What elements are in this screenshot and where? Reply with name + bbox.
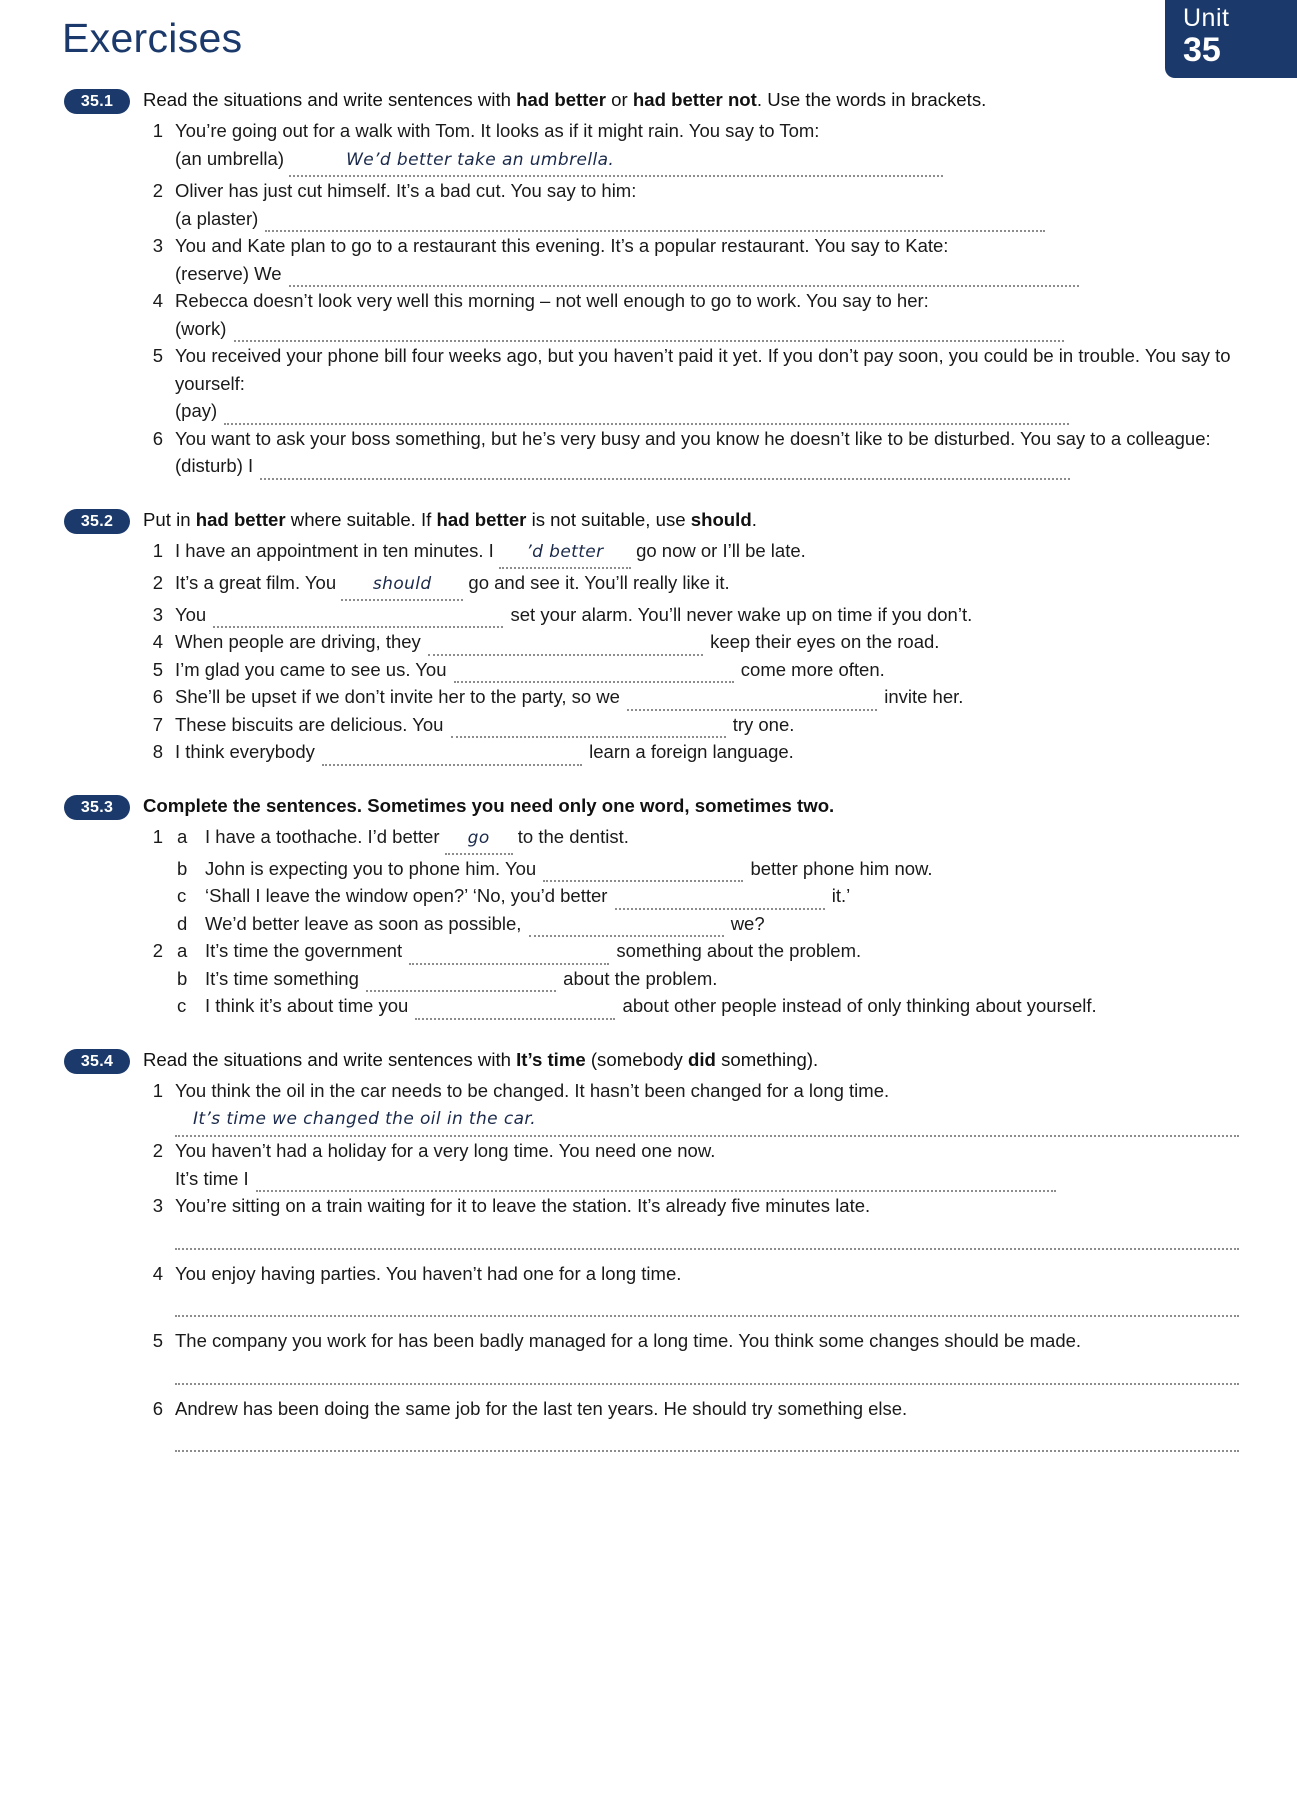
item-number: 1 — [152, 120, 163, 141]
sub-item-letter: a — [177, 825, 188, 847]
list-item — [143, 937, 1239, 1020]
item-text-after: try one. — [732, 713, 795, 735]
item-text-before: It’s a great film. You — [175, 571, 337, 593]
item-text-before: I have an appointment in ten minutes. I — [175, 539, 494, 561]
exercises-container — [0, 86, 1297, 1462]
item-number: 2 — [152, 940, 163, 961]
item-text: You’re sitting on a train waiting for it to leave the station. It’s already five minutes late. — [175, 1195, 871, 1216]
item-number: 2 — [152, 1140, 163, 1161]
list-item — [143, 1260, 1239, 1318]
answer-input[interactable] — [454, 664, 734, 683]
item-text-before: I think it’s about time you — [205, 995, 409, 1016]
list-item — [143, 117, 1239, 177]
item-text-after: keep their eyes on the road. — [710, 631, 940, 652]
answer-input[interactable] — [175, 1430, 1239, 1452]
exercise-instruction: Read the situations and write sentences with had better or had better not. Use the words in brackets. — [143, 89, 987, 110]
sub-item-letter: b — [177, 967, 188, 989]
item-text: You received your phone bill four weeks ago, but you haven’t paid it yet. If you don’t pay soon, you could be in trouble. You say to yourself: — [175, 345, 1231, 394]
sub-item — [175, 992, 1239, 1020]
list-item — [143, 1192, 1239, 1250]
sub-item — [175, 855, 1239, 883]
item-number: 5 — [152, 345, 163, 366]
item-number: 5 — [152, 1330, 163, 1351]
list-item — [143, 738, 1239, 766]
item-text: You and Kate plan to go to a restaurant this evening. It’s a popular restaurant. You say to Kate: — [175, 235, 949, 256]
unit-tab-label: Unit — [1183, 4, 1230, 32]
answer-input[interactable] — [366, 973, 556, 992]
answer-input[interactable] — [213, 609, 503, 628]
list-item — [143, 425, 1239, 480]
item-text-after: it.’ — [831, 885, 851, 906]
item-text: You enjoy having parties. You haven’t had one for a long time. — [175, 1262, 682, 1284]
answer-input[interactable]: It’s time we changed the oil in the car. — [193, 1109, 537, 1129]
list-item — [143, 287, 1239, 342]
item-text: Rebecca doesn’t look very well this morning – not well enough to go to work. You say to her: — [175, 290, 929, 311]
sub-item-letter: c — [177, 885, 187, 906]
item-text: You think the oil in the car needs to be changed. It hasn’t been changed for a long time. — [175, 1079, 890, 1101]
exercise-35-1 — [0, 86, 1297, 480]
list-item — [143, 628, 1239, 656]
exercise-number-badge: 35.1 — [64, 89, 130, 114]
answer-input[interactable] — [175, 1363, 1239, 1385]
item-text: You’re going out for a walk with Tom. It looks as if it might rain. You say to Tom: — [175, 120, 820, 141]
list-item — [143, 232, 1239, 287]
item-text: The company you work for has been badly managed for a long time. You think some changes should be made. — [175, 1330, 1082, 1351]
item-text: Andrew has been doing the same job for the last ten years. He should try something else. — [175, 1397, 908, 1419]
answer-input[interactable] — [409, 946, 609, 965]
exercise-35-3 — [0, 792, 1297, 1020]
exercise-item-list — [143, 823, 1239, 1020]
item-bracket: (a plaster) — [175, 207, 259, 229]
sub-item-letter: b — [177, 857, 188, 879]
item-text-before: We’d better leave as soon as possible, — [205, 912, 522, 934]
sub-item — [175, 965, 1239, 993]
page-title: Exercises — [62, 15, 243, 61]
item-text: You haven’t had a holiday for a very long time. You need one now. — [175, 1140, 716, 1161]
sub-item — [175, 910, 1239, 938]
sub-item-list — [175, 823, 1239, 938]
item-text-before: These biscuits are delicious. You — [175, 713, 444, 735]
item-answer-row — [175, 205, 1239, 233]
item-bracket: (reserve) — [175, 262, 250, 284]
item-text-after: about the problem. — [563, 967, 718, 989]
exercise-item-list — [143, 537, 1239, 766]
list-item — [143, 1137, 1239, 1192]
item-number: 4 — [152, 290, 163, 311]
item-bracket: (work) — [175, 317, 227, 339]
item-number: 6 — [152, 686, 163, 707]
item-number: 7 — [152, 713, 163, 735]
exercise-instruction: Complete the sentences. Sometimes you need only one word, sometimes two. — [143, 794, 835, 816]
answer-input[interactable] — [234, 323, 1064, 342]
item-text-after: go and see it. You’ll really like it. — [468, 571, 730, 593]
item-text: Oliver has just cut himself. It’s a bad cut. You say to him: — [175, 180, 637, 201]
answer-input[interactable] — [415, 1001, 615, 1020]
exercise-35-2 — [0, 506, 1297, 766]
list-item — [143, 1395, 1239, 1453]
sub-item-letter: d — [177, 912, 188, 934]
exercise-item-list — [143, 117, 1239, 480]
item-bracket: (an umbrella) — [175, 147, 284, 169]
exercise-instruction: Read the situations and write sentences with It’s time (somebody did something). — [143, 1048, 819, 1070]
item-text-after: go now or I’ll be late. — [636, 539, 806, 561]
item-text-before: John is expecting you to phone him. You — [205, 857, 537, 879]
answer-input[interactable]: We’d better take an umbrella. — [289, 147, 671, 178]
item-text-before: It’s time something — [205, 967, 359, 989]
item-text-after: we? — [730, 912, 765, 934]
sub-item — [175, 937, 1239, 965]
item-number: 4 — [152, 631, 163, 652]
list-item — [143, 342, 1239, 425]
item-number: 1 — [152, 1079, 163, 1101]
list-item — [143, 683, 1239, 711]
unit-tab — [1165, 0, 1297, 78]
answer-input[interactable] — [451, 719, 726, 738]
item-number: 8 — [152, 741, 163, 762]
item-number: 3 — [152, 235, 163, 256]
exercise-instruction: Put in had better where suitable. If had better is not suitable, use should. — [143, 508, 757, 530]
sub-item-letter: a — [177, 940, 188, 961]
item-text-before: I think everybody — [175, 741, 315, 762]
item-text-before: ‘Shall I leave the window open?’ ‘No, you’d better — [205, 885, 608, 906]
item-number: 3 — [152, 603, 163, 625]
answer-input[interactable]: go — [445, 825, 513, 855]
answer-input[interactable] — [428, 637, 703, 656]
exercise-item-list — [143, 1077, 1239, 1453]
item-text-before: I’m glad you came to see us. You — [175, 658, 447, 680]
sub-item — [175, 882, 1239, 910]
item-number: 6 — [152, 1397, 163, 1419]
item-text-before: She’ll be upset if we don’t invite her to the party, so we — [175, 686, 620, 707]
item-text-before: You — [175, 603, 207, 625]
item-text-after: something about the problem. — [616, 940, 862, 961]
answer-input[interactable] — [615, 891, 825, 910]
item-number: 6 — [152, 427, 163, 449]
item-prefix: We — [254, 262, 282, 284]
list-item — [143, 656, 1239, 684]
item-number: 4 — [152, 1262, 163, 1284]
exercise-number-badge: 35.4 — [64, 1049, 130, 1074]
sub-item-list — [175, 937, 1239, 1020]
item-number: 2 — [152, 180, 163, 201]
exercise-number-badge: 35.2 — [64, 509, 130, 534]
answer-input[interactable] — [289, 268, 1079, 287]
item-answer-row — [175, 315, 1239, 343]
item-answer-row — [175, 1165, 1239, 1193]
list-item — [143, 177, 1239, 232]
list-item — [143, 601, 1239, 629]
item-number: 1 — [152, 539, 163, 561]
item-text-after: set your alarm. You’ll never wake up on time if you don’t. — [510, 603, 973, 625]
answer-input[interactable]: ’d better — [499, 539, 631, 569]
answer-input[interactable] — [265, 213, 1045, 232]
item-number: 2 — [152, 571, 163, 593]
list-item — [143, 1077, 1239, 1138]
item-prefix: It’s time I — [175, 1167, 249, 1189]
exercise-number-badge: 35.3 — [64, 795, 130, 820]
item-number: 1 — [152, 825, 163, 847]
answer-input[interactable] — [256, 1173, 1056, 1192]
answer-input[interactable]: should — [341, 571, 463, 601]
answer-input[interactable] — [543, 863, 743, 882]
sub-item — [175, 823, 1239, 855]
item-text-after: invite her. — [884, 686, 964, 707]
item-text: You want to ask your boss something, but he’s very busy and you know he doesn’t like to be disturbed. You say to a colleague: — [175, 427, 1211, 449]
list-item — [143, 1327, 1239, 1385]
answer-input[interactable] — [529, 918, 724, 937]
exercise-35-4 — [0, 1046, 1297, 1453]
item-text-after: about other people instead of only thinking about yourself. — [622, 995, 1097, 1016]
answer-input[interactable] — [322, 747, 582, 766]
item-text-before: I have a toothache. I’d better — [205, 825, 440, 847]
list-item — [143, 711, 1239, 739]
item-answer-row — [175, 145, 1239, 178]
answer-input[interactable] — [175, 1295, 1239, 1317]
answer-input[interactable] — [260, 461, 1070, 480]
item-prefix: I — [248, 455, 254, 476]
item-text-after: learn a foreign language. — [589, 741, 794, 762]
item-answer-row[interactable] — [175, 1104, 1239, 1137]
item-text-after: to the dentist. — [517, 825, 629, 847]
sub-item-letter: c — [177, 995, 187, 1016]
item-bracket: (disturb) — [175, 455, 243, 476]
unit-tab-number: 35 — [1183, 31, 1221, 69]
item-answer-row — [175, 452, 1239, 480]
list-item — [143, 569, 1239, 601]
list-item — [143, 537, 1239, 569]
item-text-before: It’s time the government — [205, 940, 403, 961]
item-answer-row — [175, 260, 1239, 288]
item-text-after: better phone him now. — [750, 857, 933, 879]
item-number: 5 — [152, 658, 163, 680]
item-bracket: (pay) — [175, 400, 218, 421]
list-item — [143, 823, 1239, 938]
item-number: 3 — [152, 1195, 163, 1216]
answer-input[interactable] — [175, 1228, 1239, 1250]
item-text-before: When people are driving, they — [175, 631, 421, 652]
answer-input[interactable] — [627, 692, 877, 711]
answer-input[interactable] — [224, 406, 1069, 425]
item-text-after: come more often. — [740, 658, 885, 680]
item-answer-row — [175, 397, 1239, 425]
